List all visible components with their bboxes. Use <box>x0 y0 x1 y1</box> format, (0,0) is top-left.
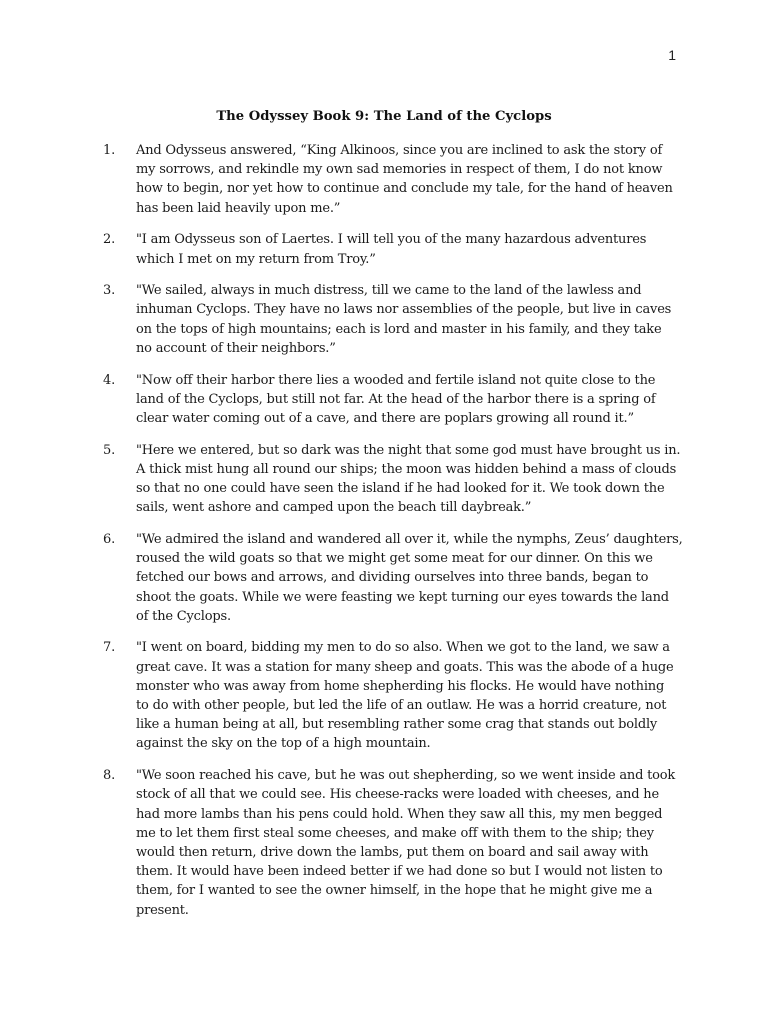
list-item <box>0 371 768 429</box>
document-title: The Odyssey Book 9: The Land of the Cyclops <box>216 109 552 124</box>
item-number: 3. <box>103 283 116 299</box>
list-item <box>0 530 768 626</box>
item-text: "Here we entered, but so dark was the night that some god must have brought us in. A thick mist hung all round our ships; the moon was hidden behind a mass of clouds so that no one could have seen the island if he had looked for it. We took down the sails, went ashore and camped upon the beach till daybreak.” <box>136 442 681 516</box>
item-number: 5. <box>103 442 116 458</box>
list-item <box>0 281 768 358</box>
item-text: "We sailed, always in much distress, till we came to the land of the lawless and inhuman Cyclops. They have no laws nor assemblies of the people, but live in caves on the tops of high mountains; each is lord and master in his family, and they take no account of their neighbors.” <box>136 283 672 356</box>
item-number: 8. <box>103 768 116 784</box>
item-number: 4. <box>103 372 116 388</box>
item-number: 7. <box>103 640 116 656</box>
list-item <box>0 766 768 920</box>
item-number: 6. <box>103 531 116 547</box>
item-text: "Now off their harbor there lies a wooded and fertile island not quite close to the land of the Cyclops, but still not far. At the head of the harbor there is a spring of clear water coming out of a cave, and there are poplars growing all round it.” <box>136 372 656 426</box>
item-text: "I am Odysseus son of Laertes. I will tell you of the many hazardous adventures which I met on my return from Troy.” <box>136 232 647 267</box>
item-number: 2. <box>103 232 116 248</box>
numbered-paragraph-list <box>0 141 768 932</box>
item-text: And Odysseus answered, “King Alkinoos, since you are inclined to ask the story of my sorrows, and rekindle my own sad memories in respect of them, I do not know how to begin, nor yet how to continue and conclude my tale, for the hand of heaven has been laid heavily upon me.” <box>136 143 673 216</box>
list-item <box>0 441 768 518</box>
item-number: 1. <box>103 143 116 158</box>
list-item <box>0 230 768 268</box>
list-item <box>0 638 768 753</box>
list-item <box>0 141 768 218</box>
item-text: "We soon reached his cave, but he was out shepherding, so we went inside and took stock of all that we could see. His cheese-racks were loaded with cheeses, and he had more lambs than his pens could hold. When they saw all this, my men begged me to let them first steal some cheeses, and make off with them to the ship; they would then return, drive down the lambs, put them on board and sail away with them. It would have been indeed better if we had done so but I would not listen to them, for I wanted to see the owner himself, in the hope that he might give me a present. <box>136 768 676 918</box>
item-text: "I went on board, bidding my men to do so also. When we got to the land, we saw a great cave. It was a station for many sheep and goats. This was the abode of a huge monster who was away from home shepherding his flocks. He would have nothing to do with other people, but led the life of an outlaw. He was a horrid creature, not like a human being at all, but resembling rather some crag that stands out boldly against the sky on the top of a high mountain. <box>136 640 674 752</box>
page-number: 1 <box>668 47 676 63</box>
item-text: "We admired the island and wandered all over it, while the nymphs, Zeus’ daughters, roused the wild goats so that we might get some meat for our dinner. On this we fetched our bows and arrows, and dividing ourselves into three bands, began to shoot the goats. While we were feasting we kept turning our eyes towards the land of the Cyclops. <box>136 531 683 624</box>
